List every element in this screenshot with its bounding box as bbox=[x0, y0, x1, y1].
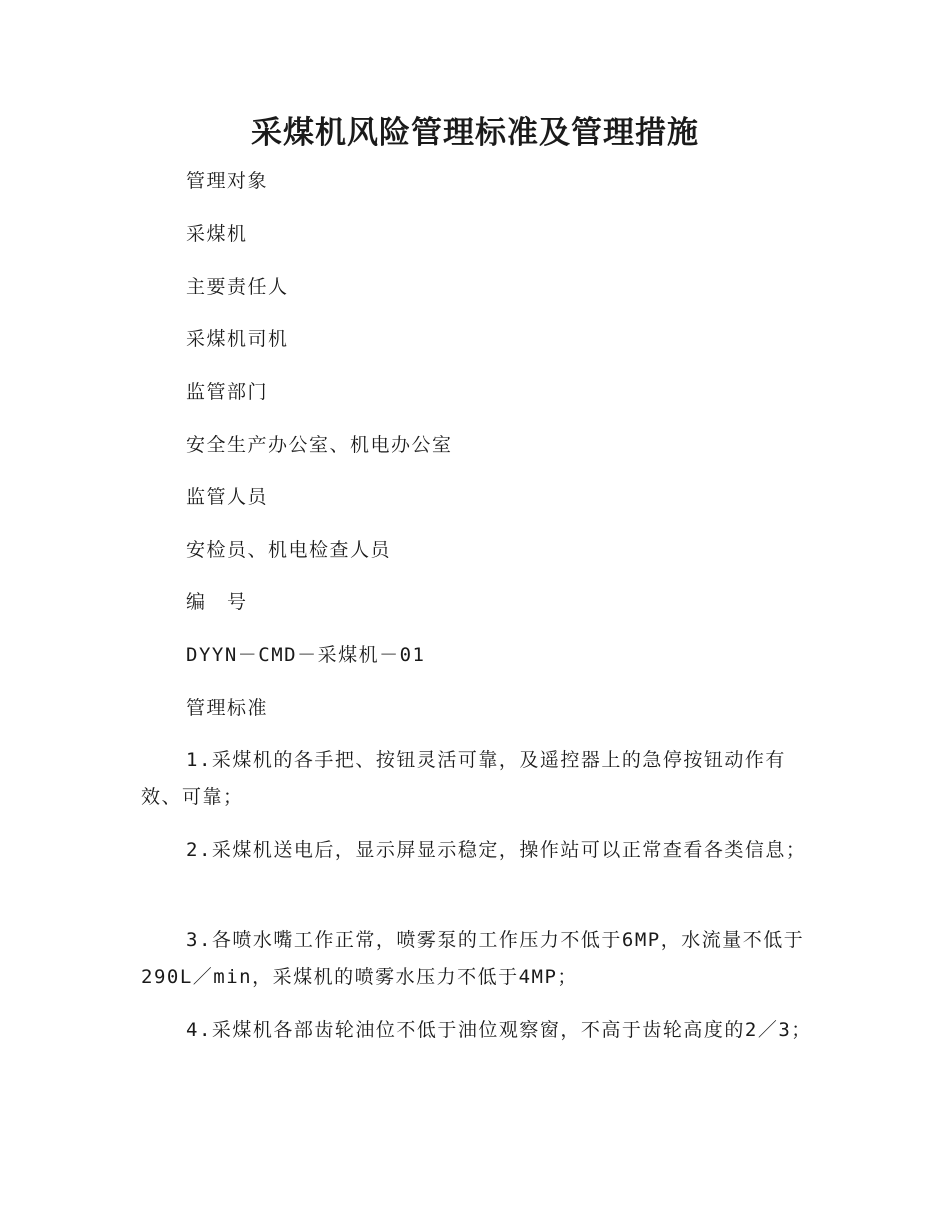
value-supervising-dept: 安全生产办公室、机电办公室 bbox=[186, 434, 453, 456]
label-supervisors: 监管人员 bbox=[186, 486, 269, 508]
label-management-standard: 管理标准 bbox=[186, 697, 269, 719]
standard-item-4: 4.采煤机各部齿轮油位不低于油位观察窗，不高于齿轮高度的2／3； bbox=[186, 1019, 812, 1041]
value-main-responsible: 采煤机司机 bbox=[186, 328, 289, 350]
label-number: 编 号 bbox=[186, 591, 248, 613]
label-supervising-dept: 监管部门 bbox=[186, 381, 269, 403]
standard-item-2: 2.采煤机送电后，显示屏显示稳定，操作站可以正常查看各类信息； bbox=[186, 839, 807, 861]
document-title: 采煤机风险管理标准及管理措施 bbox=[251, 115, 699, 151]
standard-item-1: 1.采煤机的各手把、按钮灵活可靠，及遥控器上的急停按钮动作有效、可靠； bbox=[141, 749, 786, 808]
label-management-object: 管理对象 bbox=[186, 170, 269, 192]
value-management-object: 采煤机 bbox=[186, 223, 248, 245]
value-number: DYYN－CMD－采煤机－01 bbox=[186, 644, 426, 666]
standard-item-3: 3.各喷水嘴工作正常，喷雾泵的工作压力不低于6MP，水流量不低于290L／min，采煤机的喷雾水压力不低于4MP； bbox=[141, 929, 805, 988]
value-supervisors: 安检员、机电检查人员 bbox=[186, 539, 392, 561]
label-main-responsible: 主要责任人 bbox=[186, 276, 289, 298]
